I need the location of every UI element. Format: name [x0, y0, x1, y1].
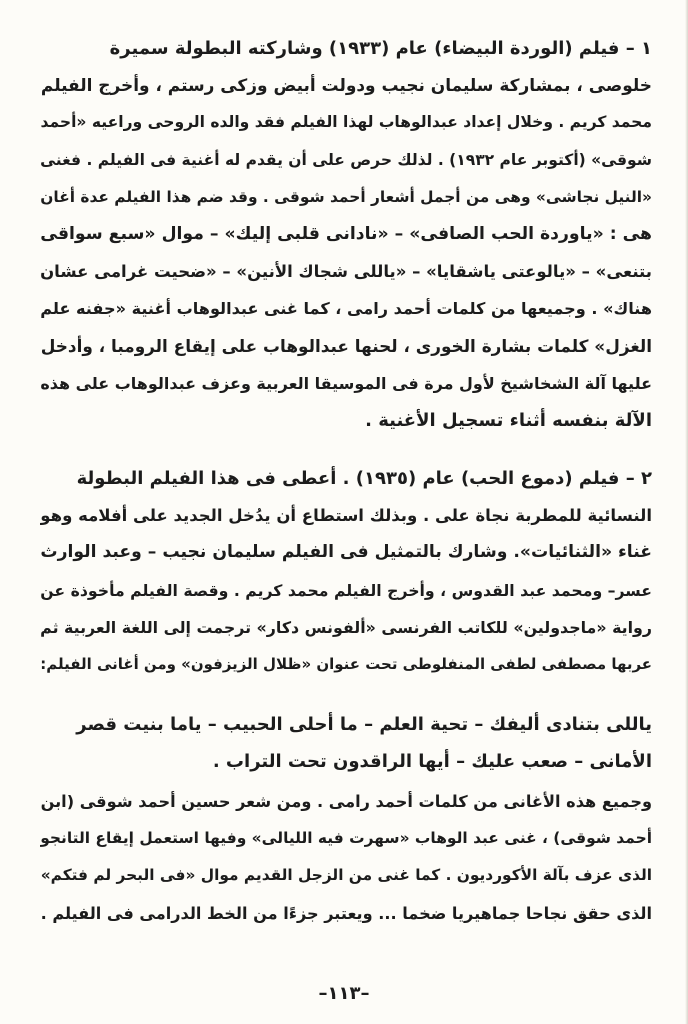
text-line: الغزل» كلمات بشارة الخورى ، لحنها عبدالوهاب على إيقاع الرومبا ، وأدخل: [40, 335, 652, 356]
text-line: النسائية للمطربة نجاة على . وبذلك استطاع أن يدُخل الجديد على أفلامه وهو: [40, 506, 652, 526]
text-line: الذى حقق نجاحا جماهيريا ضخما ... ويعتبر جزءًا من الخط الدرامى فى الفيلم .: [40, 903, 652, 923]
text-line: رواية «ماجدولين» للكاتب الفرنسى «ألفونس دكار» ترجمت إلى اللغة العربية ثم: [40, 617, 652, 637]
text-line: خلوصى ، بمشاركة سليمان نجيب ودولت أبيض وزكى رستم ، وأخرج الفيلم: [40, 75, 652, 96]
text-line: عسر– ومحمد عبد القدوس ، وأخرج الفيلم محمد كريم . وقصة الفيلم مأخوذة عن: [40, 580, 652, 600]
text-line: الأمانى – صعب عليك – أيها الراقدون تحت التراب .: [212, 751, 652, 773]
text-line: عليها آلة الشخاشيخ لأول مرة فى الموسيقا العربية وعزف عبدالوهاب على هذه: [40, 373, 652, 393]
text-line: ياللى بتنادى أليفك – تحية العلم – ما أحلى الحبيب – ياما بنيت قصر: [76, 714, 652, 735]
paragraph-film-tears-of-love: [40, 460, 652, 683]
text-line: الذى عزف بآلة الأكورديون . كما غنى من الزجل القديم موال «فى البحر لم فتكم»: [40, 866, 652, 885]
paragraph-film-white-rose: [40, 30, 652, 439]
text-line: أحمد شوقى) ، غنى عبد الوهاب «سهرت فيه الليالى» وفيها استعمل إيقاع التانجو: [40, 829, 652, 848]
text-line: هناك» . وجميعها من كلمات أحمد رامى ، كما غنى عبدالوهاب أغنية «جفنه علم: [40, 299, 652, 319]
text-line: ١ – فيلم (الوردة البيضاء) عام (١٩٣٣) وشاركته البطولة سميرة: [109, 38, 652, 59]
text-line: وجميع هذه الأغانى من كلمات أحمد رامى . ومن شعر حسين أحمد شوقى (ابن: [40, 792, 652, 811]
text-line: عربها مصطفى لطفى المنفلوطى تحت عنوان «ظلال الزيزفون» ومن أغانى الفيلم:: [40, 654, 652, 673]
text-line: محمد كريم . وخلال إعداد عبدالوهاب لهذا الفيلم فقد والده الروحى وراعيه «أحمد: [40, 113, 652, 132]
page-number: –١١٣–: [318, 983, 370, 1004]
text-line: «النيل نجاشى» وهى من أجمل أشعار أحمد شوقى . وقد ضم هذا الفيلم عدة أغان: [40, 187, 652, 206]
text-line: غناء «الثنائيات». وشارك بالتمثيل فى الفيلم سليمان نجيب – وعبد الوارث: [40, 542, 652, 563]
text-line: الآلة بنفسه أثناء تسجيل الأغنية .: [365, 409, 652, 431]
paragraph-songs-lyricists: [40, 783, 652, 932]
text-line: بتنعى» – «يالوعتى ياشقايا» – «ياللى شجاك الأنين» – «ضحيت غرامى عشان: [40, 262, 652, 282]
text-line: هى : «ياوردة الحب الصافى» – «نادانى قلبى إليك» – موال «سبع سواقى: [40, 223, 652, 244]
text-line: شوقى» (أكتوبر عام ١٩٣٢) . لذلك حرص على أن يقدم له أغنية فى الفيلم . فغنى: [40, 150, 652, 169]
text-line: ٢ – فيلم (دموع الحب) عام (١٩٣٥) . أعطى فى هذا الفيلم البطولة: [76, 468, 652, 489]
paragraph-song-list: [40, 706, 652, 780]
